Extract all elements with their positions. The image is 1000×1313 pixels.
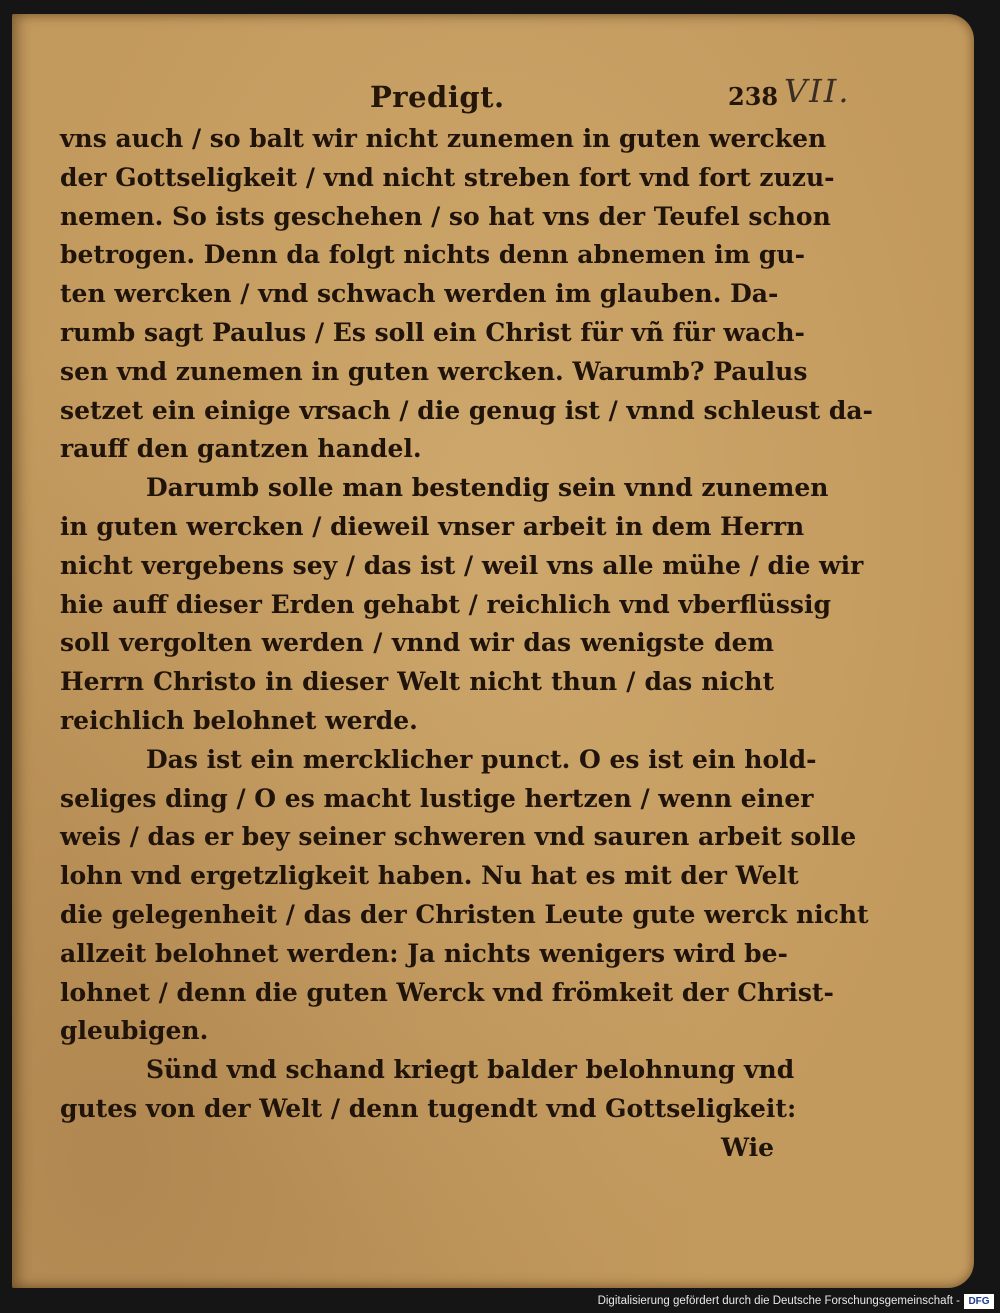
text-line: gleubigen. [60, 1016, 209, 1046]
text-line: nicht vergebens sey / das ist / weil vns alle mühe / die wir [60, 550, 864, 580]
text-line: in guten wercken / dieweil vnser arbeit in dem Herrn [60, 511, 805, 541]
body-text [60, 120, 873, 1168]
text-line: Darumb solle man bestendig sein vnnd zunemen [146, 473, 829, 503]
running-head: Predigt. [370, 80, 505, 114]
text-line: rauff den gantzen handel. [60, 434, 422, 464]
text-line: hie auff dieser Erden gehabt / reichlich vnd vberflüssig [60, 589, 831, 619]
text-line: der Gottseligkeit / vnd nicht streben fort vnd fort zuzu- [60, 162, 835, 192]
text-line: gutes von der Welt / denn tugendt vnd Gottseligkeit: [60, 1093, 797, 1123]
text-line: nemen. So ists geschehen / so hat vns der Teufel schon [60, 201, 831, 231]
text-line: rumb sagt Paulus / Es soll ein Christ für vñ für wach- [60, 317, 805, 347]
footer-bar [0, 1293, 1000, 1313]
text-line: allzeit belohnet werden: Ja nichts wenigers wird be- [60, 938, 788, 968]
text-line: sen vnd zunemen in guten wercken. Warumb? Paulus [60, 356, 808, 386]
text-line: Sünd vnd schand kriegt balder belohnung vnd [146, 1055, 795, 1085]
text-line: lohnet / denn die guten Werck vnd frömkeit der Christ- [60, 977, 834, 1007]
text-line: Wie [720, 1132, 774, 1162]
text-line: Das ist ein mercklicher punct. O es ist ein hold- [146, 744, 817, 774]
page-number: 238 [728, 82, 779, 111]
text-line: ten wercken / vnd schwach werden im glauben. Da- [60, 279, 779, 309]
footer-credit: Digitalisierung gefördert durch die Deutsche Forschungsgemeinschaft - [597, 1295, 960, 1307]
handwritten-folio-note: VII. [784, 72, 851, 110]
text-line: setzet ein einige vrsach / die genug ist / vnnd schleust da- [60, 395, 873, 425]
text-line: lohn vnd ergetzligkeit haben. Nu hat es mit der Welt [60, 861, 799, 891]
text-line: betrogen. Denn da folgt nichts denn abnemen im gu- [60, 240, 805, 270]
text-line: reichlich belohnet werde. [60, 705, 418, 735]
text-line: die gelegenheit / das der Christen Leute gute werck nicht [60, 899, 869, 929]
text-line: Herrn Christo in dieser Welt nicht thun / das nicht [60, 667, 774, 697]
dfg-logo: DFG [964, 1294, 994, 1309]
text-line: seliges ding / O es macht lustige hertzen / wenn einer [60, 783, 814, 813]
page-header [0, 72, 1000, 112]
text-line: soll vergolten werden / vnnd wir das wenigste dem [60, 628, 774, 658]
text-line: vns auch / so balt wir nicht zunemen in guten wercken [60, 124, 827, 153]
text-line: weis / das er bey seiner schweren vnd sauren arbeit solle [60, 822, 857, 852]
